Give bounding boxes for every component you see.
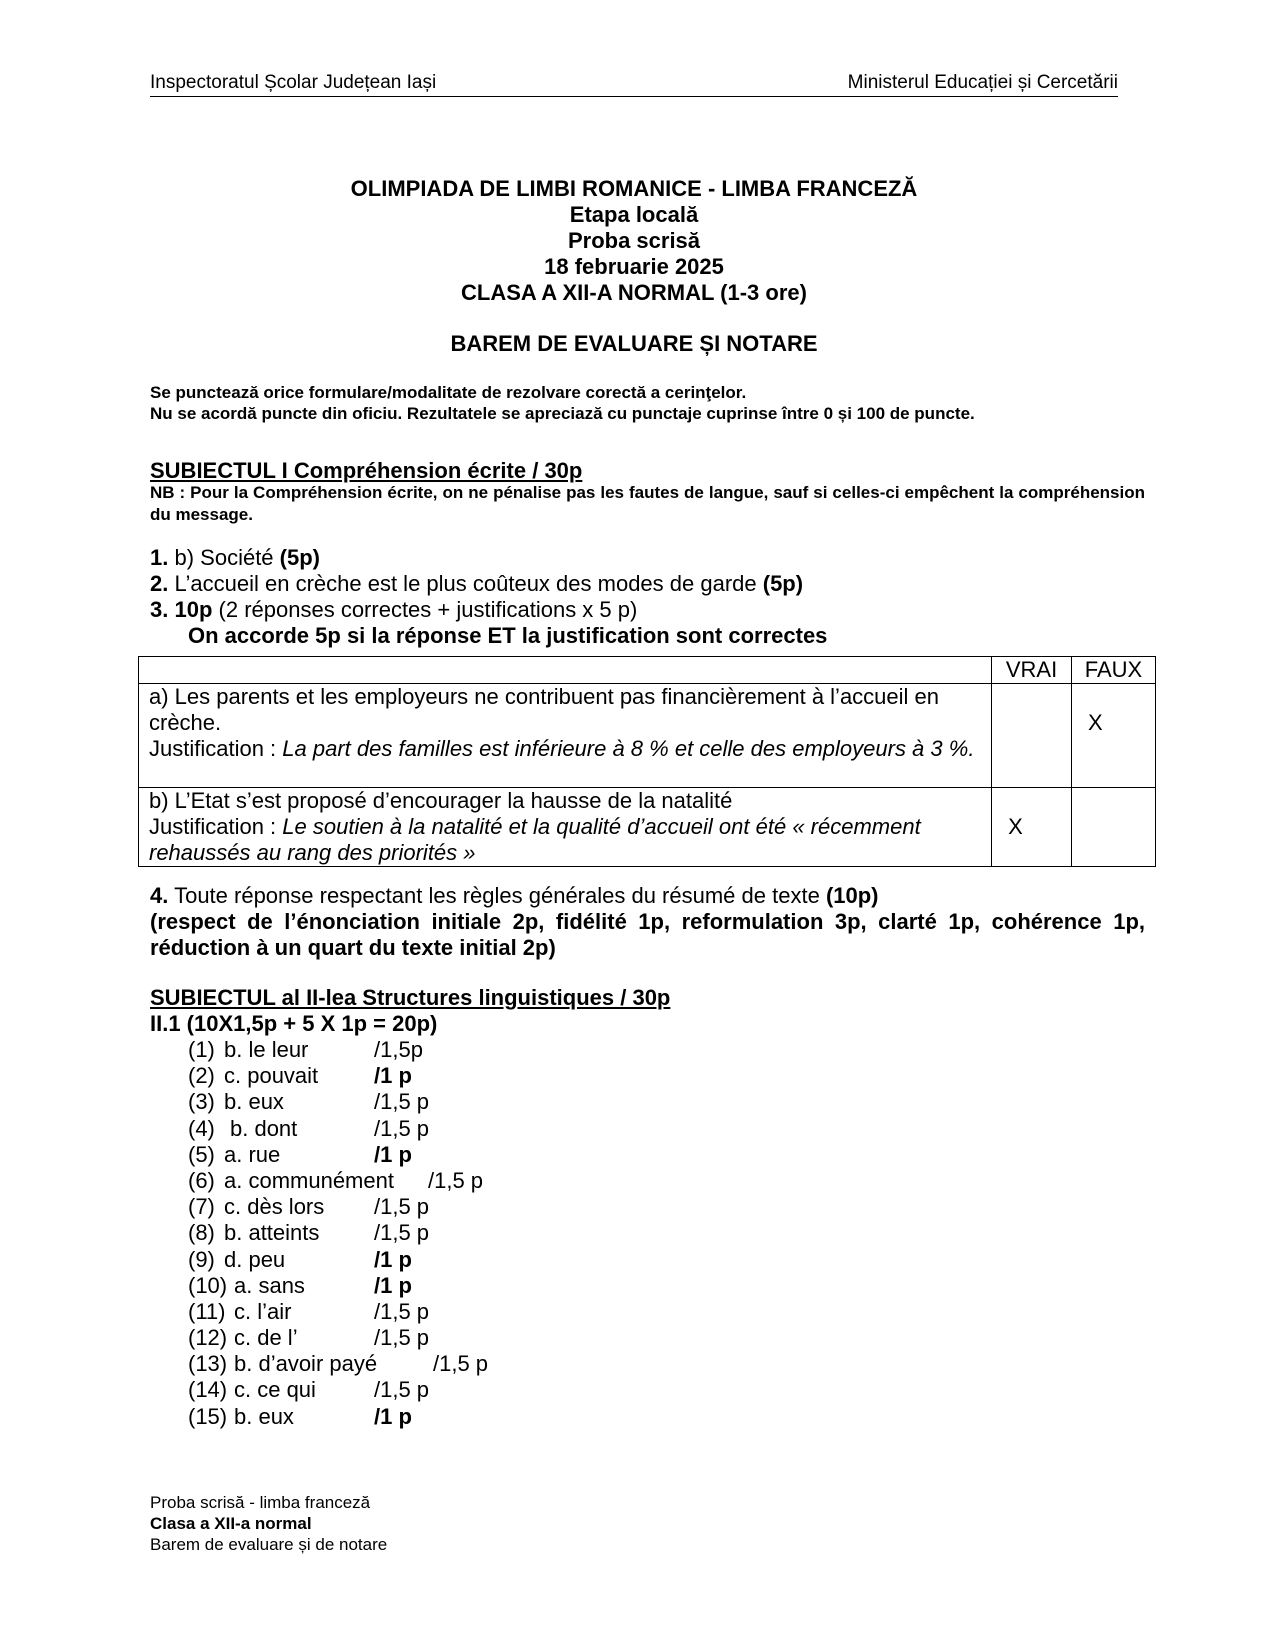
row-a-text: [139, 684, 992, 788]
answer-text: b. dont: [230, 1115, 298, 1141]
row-b-just-label: Justification :: [149, 814, 277, 839]
row-a-just-text: La part des familles est inférieure à 8 % et celle des employeurs à 3 %.: [282, 736, 975, 761]
page-header: [150, 70, 1118, 97]
answer-points: /1 p: [374, 1403, 412, 1429]
subject2-heading: SUBIECTUL al II-lea Structures linguistiques / 30p: [150, 985, 671, 1010]
col-vrai: VRAI: [992, 657, 1072, 684]
q2-text: L’accueil en crèche est le plus coûteux des modes de garde: [174, 571, 757, 596]
q3-points: 10p: [174, 597, 213, 622]
answer-points: /1 p: [374, 1272, 412, 1298]
subject1-nb: NB : Pour la Compréhension écrite, on ne pénalise pas les fautes de langue, sauf si celles-ci empêchent la compréhension du message.: [150, 483, 1145, 524]
answer-text: c. ce qui: [234, 1377, 316, 1403]
answer-number: (7): [188, 1194, 215, 1220]
row-b-faux: [1072, 788, 1156, 867]
row-b-text: [139, 788, 992, 867]
answer-number: (11): [188, 1298, 226, 1324]
row-a-justification: [149, 736, 981, 762]
q2-num: 2.: [150, 571, 169, 596]
answer-number: (9): [188, 1246, 215, 1272]
title-line-6: BAREM DE EVALUARE ȘI NOTARE: [450, 331, 818, 356]
title-line-2: Etapa locală: [569, 202, 699, 227]
answer-text: a. communément: [224, 1167, 394, 1193]
row-a-faux: X: [1072, 684, 1156, 788]
answer-text: c. de l’: [234, 1325, 298, 1351]
header-left: Inspectoratul Școlar Județean Iași: [150, 72, 437, 93]
answer-points: /1,5 p: [374, 1298, 430, 1324]
answer-points: /1 p: [374, 1063, 412, 1089]
answer-number: (13): [188, 1351, 228, 1377]
q3-rule: On accorde 5p si la réponse ET la justification sont correctes: [188, 623, 828, 648]
row-a-statement: a) Les parents et les employeurs ne contribuent pas financièrement à l’accueil en crèche.: [149, 684, 940, 735]
answer-text: c. dès lors: [224, 1194, 325, 1220]
q4-num: 4.: [150, 883, 169, 908]
row-b-just-text: Le soutien à la natalité et la qualité d’accueil ont été « récemment rehaussés au rang des priorités »: [149, 814, 921, 865]
title-line-3: Proba scrisă: [567, 228, 701, 253]
answer-text: b. eux: [224, 1089, 284, 1115]
answer-points: /1,5 p: [374, 1325, 430, 1351]
title-line-4: 18 februarie 2025: [544, 254, 724, 279]
subject2-section: II.1 (10X1,5p + 5 X 1p = 20p): [150, 1011, 438, 1036]
question-1: [150, 545, 1145, 571]
q3-text: (2 réponses correctes + justifications x 5 p): [218, 597, 638, 622]
q1-text: b) Société: [174, 545, 274, 570]
answer-text: d. peu: [224, 1246, 286, 1272]
answer-number: (3): [188, 1089, 215, 1115]
q1-points: (5p): [279, 545, 320, 570]
answer-text: b. atteints: [224, 1220, 320, 1246]
table-header-row: [139, 657, 1156, 684]
col-faux: FAUX: [1072, 657, 1156, 684]
answer-number: (1): [188, 1037, 215, 1062]
subject1-heading: SUBIECTUL I Compréhension écrite / 30p: [150, 458, 583, 483]
question-4: [150, 883, 1145, 909]
answer-points: /1,5 p: [374, 1194, 430, 1220]
footer-line-1: Proba scrisă - limba franceză: [150, 1493, 371, 1512]
answer-points: /1,5 p: [374, 1220, 430, 1246]
answer-number: (15): [188, 1403, 228, 1429]
answer-points: /1 p: [374, 1141, 412, 1167]
title-line-1: OLIMPIADA DE LIMBI ROMANICE - LIMBA FRANCEZĂ: [350, 176, 918, 201]
row-b-vrai: X: [992, 788, 1072, 867]
question-3: [150, 597, 1145, 623]
answer-text: b. eux: [234, 1403, 294, 1429]
q4-criteria: (respect de l’énonciation initiale 2p, fidélité 1p, reformulation 3p, clarté 1p, cohérence 1p, réduction à un quart du texte initial 2p): [150, 909, 1145, 960]
row-b-justification: [149, 814, 981, 866]
footer-line-3: Barem de evaluare și de notare: [150, 1535, 388, 1554]
true-false-table: [138, 656, 1156, 867]
footer-line-2: Clasa a XII-a normal: [150, 1514, 312, 1533]
q3-num: 3.: [150, 597, 169, 622]
q2-points: (5p): [762, 571, 804, 596]
answer-number: (5): [188, 1141, 215, 1167]
answer-text: a. rue: [224, 1141, 281, 1167]
title-line-5: CLASA A XII-A NORMAL (1-3 ore): [461, 280, 807, 305]
question-2: [150, 571, 1145, 597]
q4-text: Toute réponse respectant les règles générales du résumé de texte: [174, 883, 820, 908]
answer-text: c. pouvait: [224, 1063, 319, 1089]
answer-points: /1,5 p: [428, 1167, 484, 1193]
answer-number: (14): [188, 1377, 228, 1403]
header-right: Ministerul Educației și Cercetării: [847, 72, 1118, 93]
answer-text: a. sans: [234, 1272, 305, 1298]
answer-number: (4): [188, 1115, 215, 1141]
answer-points: /1,5 p: [374, 1089, 430, 1115]
answer-number: (12): [188, 1325, 228, 1351]
answer-text: b. le leur: [224, 1037, 309, 1062]
table-row-a: [139, 684, 1156, 788]
answer-number: (10): [188, 1272, 228, 1298]
answer-text: b. d’avoir payé: [234, 1351, 378, 1377]
table-row-b: [139, 788, 1156, 867]
answer-number: (8): [188, 1220, 215, 1246]
table-header-empty: [139, 657, 992, 684]
note-line-1: Se punctează orice formulare/modalitate de rezolvare corectă a cerinţelor.: [150, 383, 747, 402]
answer-points: /1,5 p: [433, 1351, 489, 1377]
row-b-statement: b) L’Etat s’est proposé d’encourager la hausse de la natalité: [149, 788, 733, 813]
answer-points: /1,5 p: [374, 1115, 430, 1141]
answer-number: (2): [188, 1063, 215, 1089]
answer-points: /1,5 p: [374, 1377, 430, 1403]
answer-points: /1 p: [374, 1246, 412, 1272]
answer-points: /1,5p: [374, 1037, 423, 1062]
answer-text: c. l’air: [234, 1298, 292, 1324]
q1-num: 1.: [150, 545, 169, 570]
note-line-2: Nu se acordă puncte din oficiu. Rezultatele se apreciază cu punctaje cuprinse între 0 și 100 de puncte.: [150, 404, 975, 423]
q4-points: (10p): [825, 883, 879, 908]
row-a-just-label: Justification :: [149, 736, 277, 761]
row-a-vrai: [992, 684, 1072, 788]
answer-number: (6): [188, 1167, 215, 1193]
